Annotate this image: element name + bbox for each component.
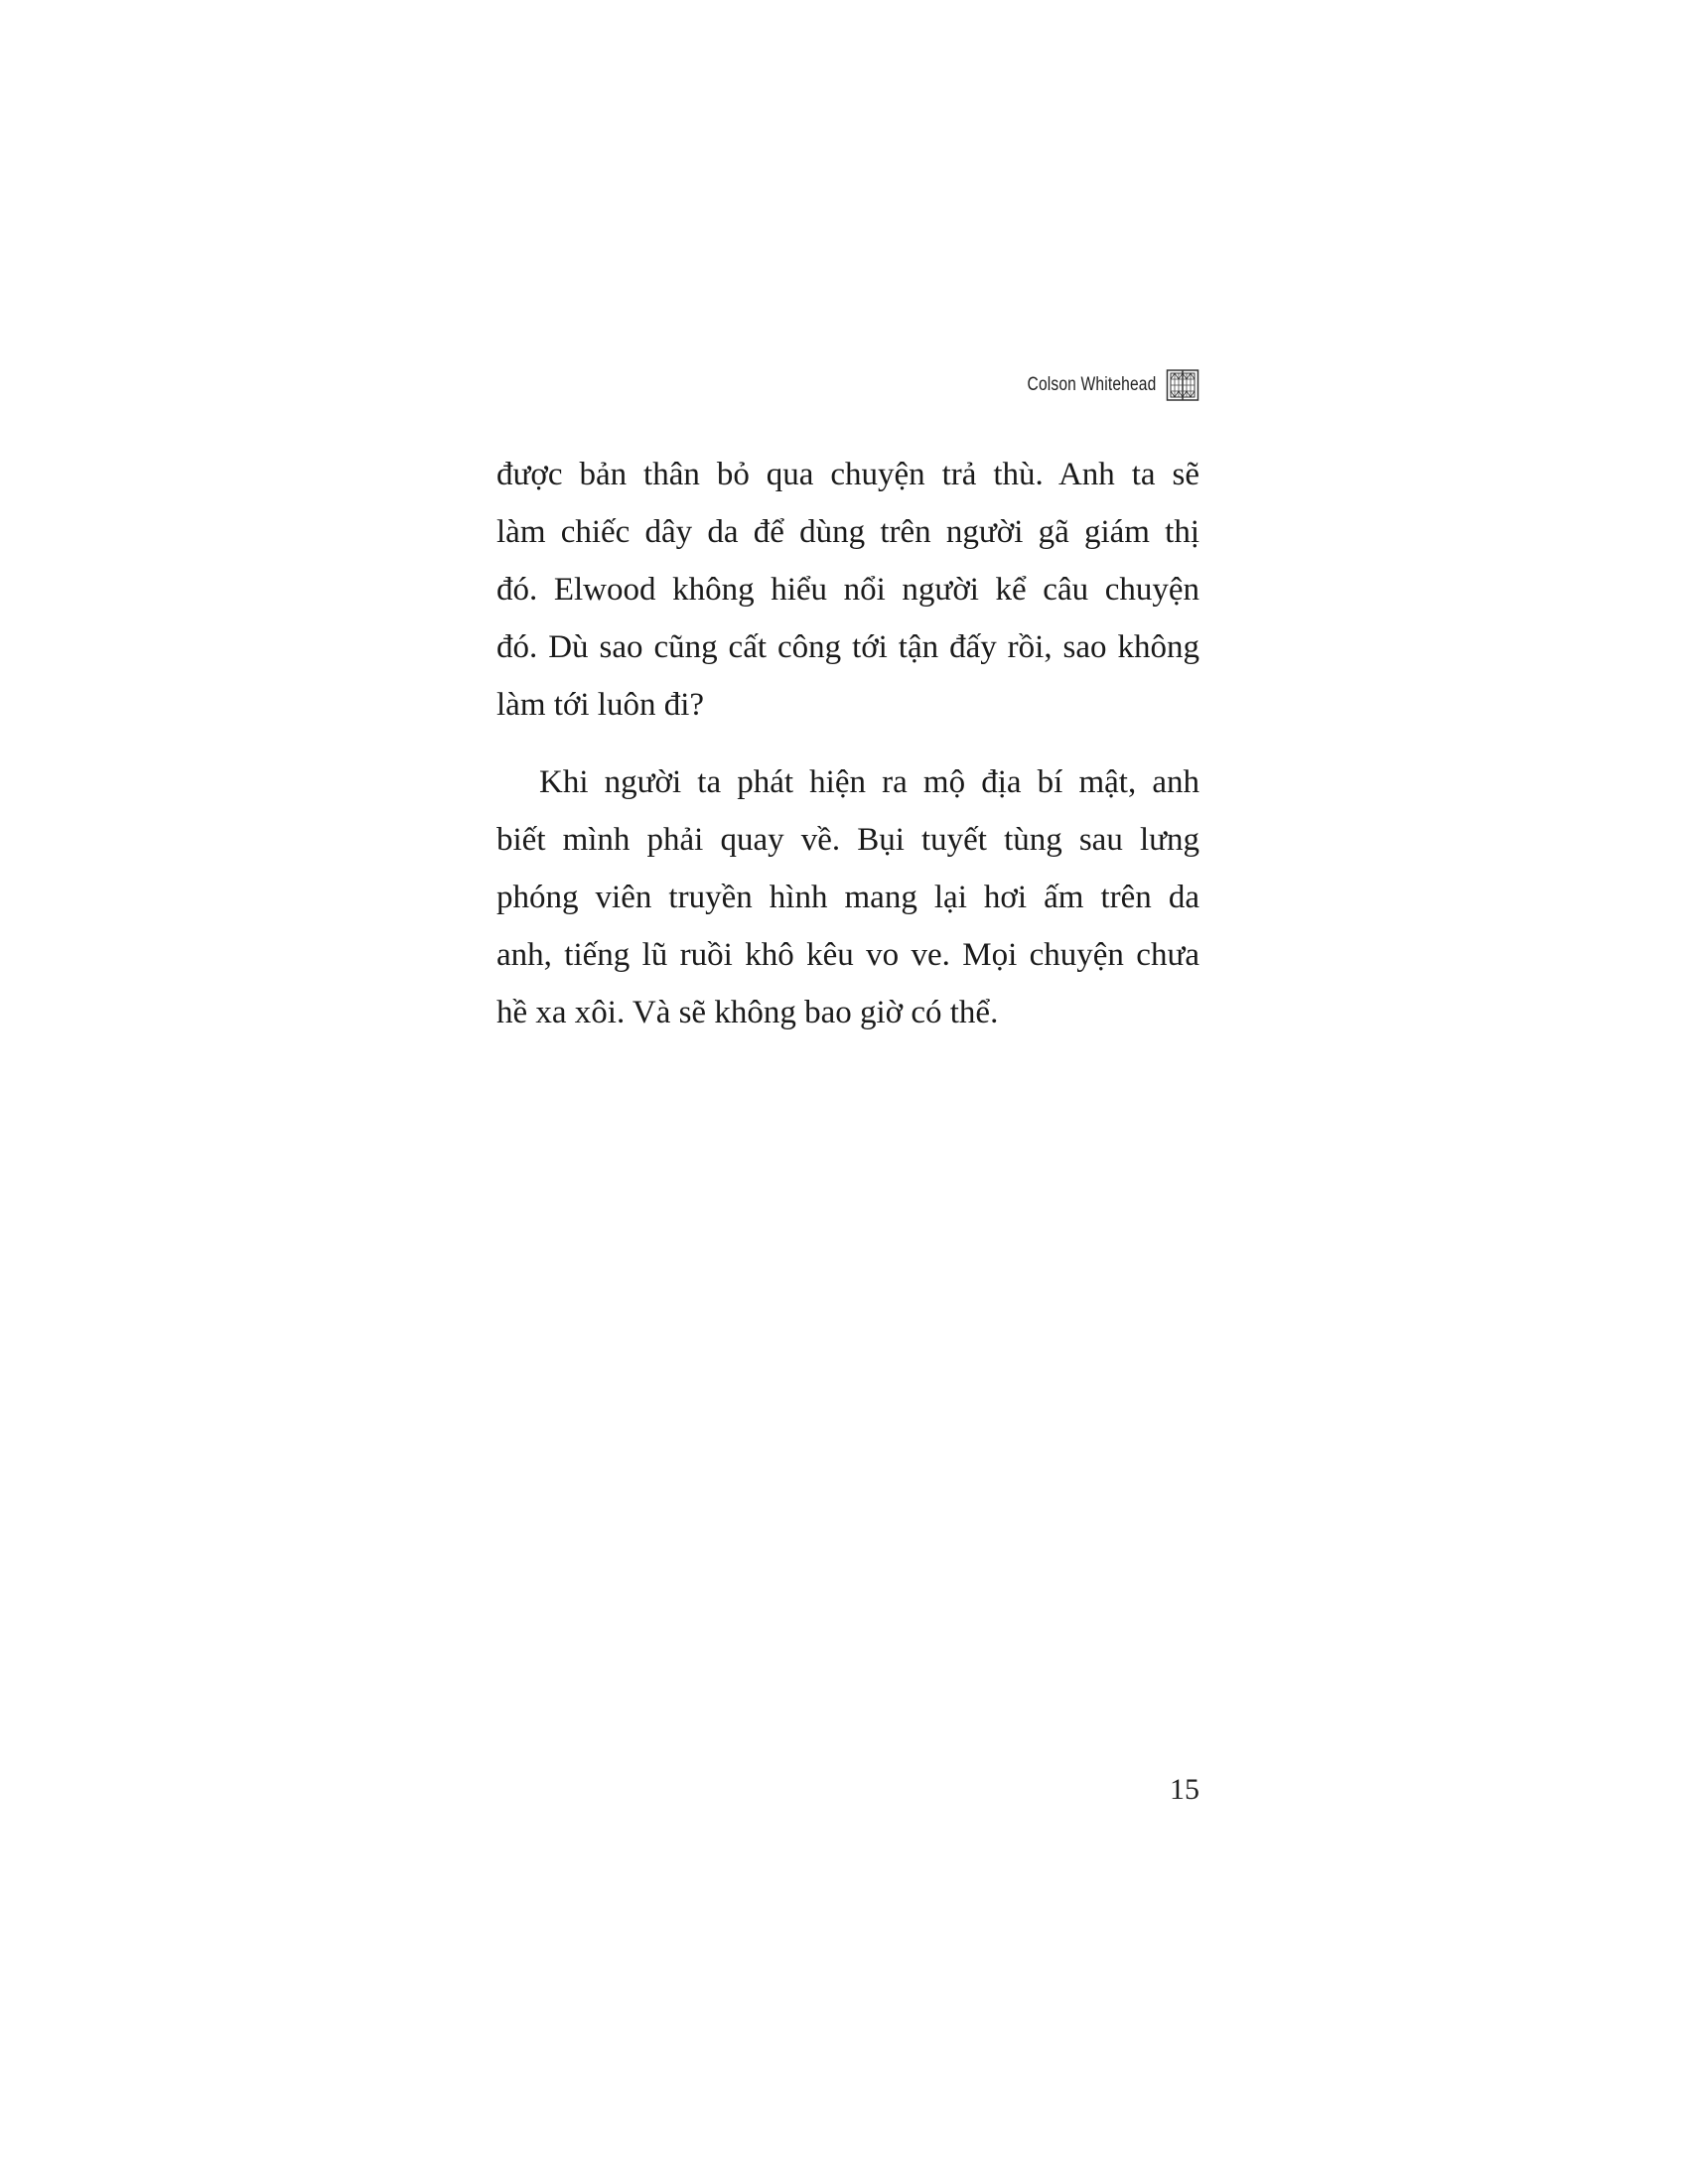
page-number: 15 <box>1170 1773 1199 1806</box>
text-line: đó. Dù sao cũng cất công tới tận đấy rồi, sao không <box>496 629 1199 665</box>
text-line: hề xa xôi. Và sẽ không bao giờ có thể. <box>496 995 999 1030</box>
paragraph-1 <box>496 446 1199 734</box>
body-text <box>496 446 1199 1041</box>
text-line: biết mình phải quay về. Bụi tuyết tùng sau lưng <box>496 822 1199 858</box>
text-line: làm chiếc dây da để dùng trên người gã giám thị <box>496 514 1199 550</box>
gate-icon <box>1166 368 1199 402</box>
text-line: đó. Elwood không hiểu nổi người kể câu chuyện <box>496 572 1199 608</box>
running-header <box>496 365 1199 405</box>
text-line: làm tới luôn đi? <box>496 687 705 723</box>
text-line: anh, tiếng lũ ruồi khô kêu vo ve. Mọi chuyện chưa <box>496 937 1199 973</box>
text-line: Khi người ta phát hiện ra mộ địa bí mật, anh <box>539 764 1199 800</box>
text-line: được bản thân bỏ qua chuyện trả thù. Anh ta sẽ <box>496 457 1199 492</box>
running-head-author: Colson Whitehead <box>1027 374 1156 395</box>
paragraph-2 <box>496 753 1199 1041</box>
text-line: phóng viên truyền hình mang lại hơi ấm trên da <box>496 880 1199 915</box>
